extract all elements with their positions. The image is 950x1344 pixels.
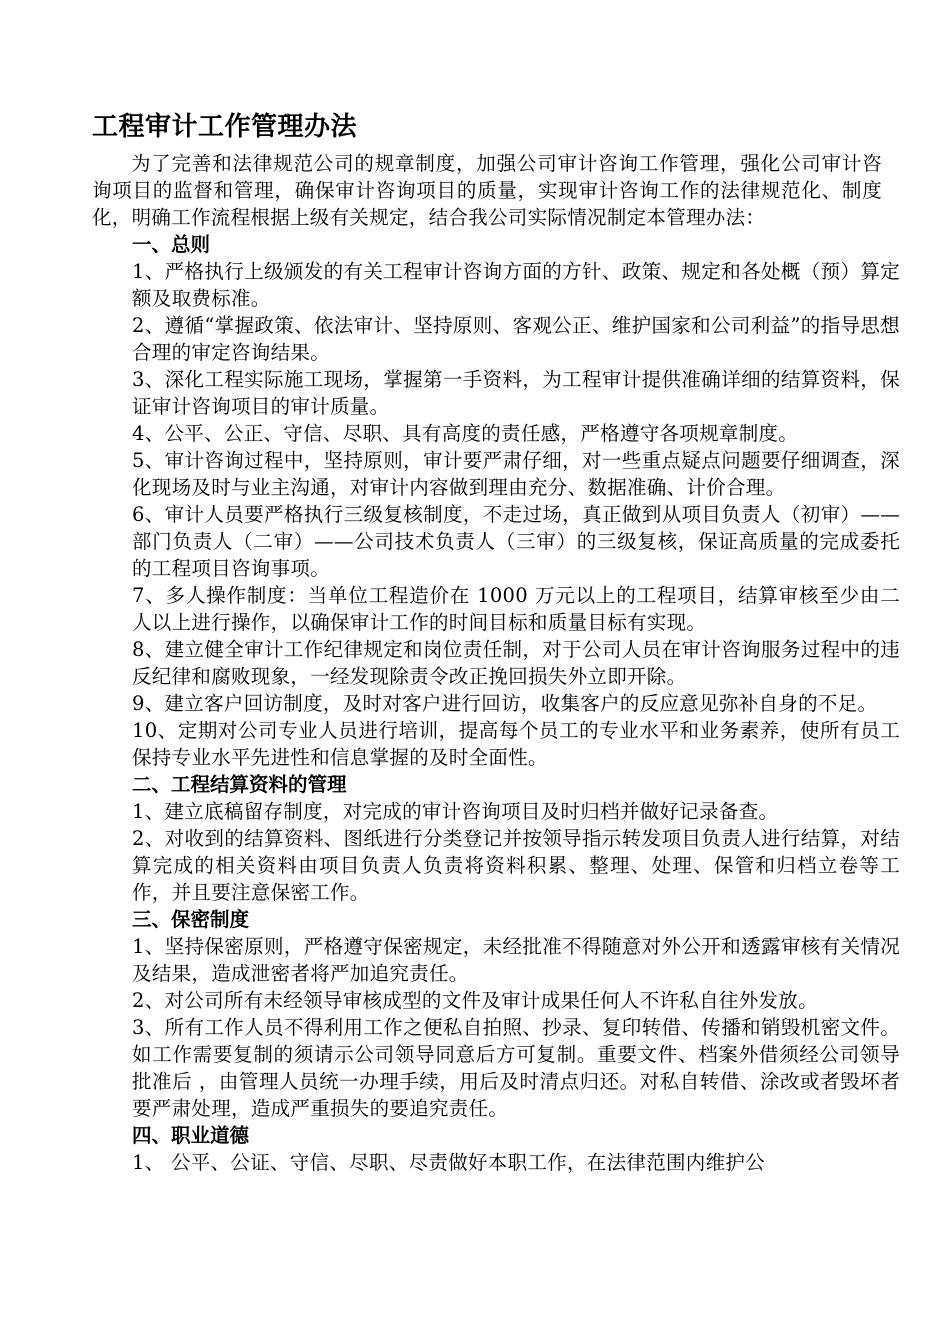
section-heading: 二、工程结算资料的管理 <box>132 773 347 796</box>
list-item: 1、坚持保密原则，严格遵守保密规定，未经批准不得随意对外公开和透露审核有关情况及结果，造成泄密者将严加追究责任。 <box>132 935 900 985</box>
list-item: 1、 公平、公证、守信、尽职、尽责做好本职工作，在法律范围内维护公 <box>132 1151 766 1174</box>
list-item: 3、深化工程实际施工现场，掌握第一手资料，为工程审计提供准确详细的结算资料，保证审计咨询项目的审计质量。 <box>132 368 900 418</box>
list-item: 10、定期对公司专业人员进行培训，提高每个员工的专业水平和业务素养，使所有员工保持专业水平先进性和信息掌握的及时全面性。 <box>132 719 900 769</box>
document-title: 工程审计工作管理办法 <box>92 112 358 142</box>
section-general <box>132 231 900 771</box>
list-item: 9、建立客户回访制度，及时对客户进行回访，收集客户的反应意见弥补自身的不足。 <box>132 692 878 715</box>
section-professional-ethics <box>132 1122 900 1176</box>
list-item: 5、审计咨询过程中，坚持原则，审计要严肃仔细，对一些重点疑点问题要仔细调查，深化现场及时与业主沟通，对审计内容做到理由充分、数据准确、计价合理。 <box>132 449 900 499</box>
list-item: 1、建立底稿留存制度，对完成的审计咨询项目及时归档并做好记录备查。 <box>132 800 779 823</box>
section-heading: 三、保密制度 <box>132 908 250 931</box>
list-item: 2、对收到的结算资料、图纸进行分类登记并按领导指示转发项目负责人进行结算，对结算完成的相关资料由项目负责人负责将资料积累、整理、处理、保管和归档立卷等工作，并且要注意保密工作。 <box>132 827 900 904</box>
list-item: 6、审计人员要严格执行三级复核制度，不走过场，真正做到从项目负责人（初审）——部门负责人（二审）——公司技术负责人（三审）的三级复核，保证高质量的完成委托的工程项目咨询事项。 <box>132 503 900 580</box>
list-item: 3、所有工作人员不得利用工作之便私自拍照、抄录、复印转借、传播和销毁机密文件。如工作需要复制的须请示公司领导同意后方可复制。重要文件、档案外借须经公司领导批准后 ，由管理人员统一办理手续，用后及时清点归还。对私自转借、涂改或者毁坏者要严肃处理，造成严重损失的要追究责任。 <box>132 1016 900 1120</box>
list-item: 8、建立健全审计工作纪律规定和岗位责任制，对于公司人员在审计咨询服务过程中的违反纪律和腐败现象，一经发现除责令改正挽回损失外立即开除。 <box>132 638 900 688</box>
list-item: 1、严格执行上级颁发的有关工程审计咨询方面的方针、政策、规定和各处概（预）算定额及取费标准。 <box>132 260 900 310</box>
list-item: 2、对公司所有未经领导审核成型的文件及审计成果任何人不许私自往外发放。 <box>132 989 818 1012</box>
document-page <box>92 108 900 1176</box>
list-item: 4、公平、公正、守信、尽职、具有高度的责任感，严格遵守各项规章制度。 <box>132 422 799 445</box>
section-settlement-documents <box>132 771 900 906</box>
document-body <box>132 231 900 1176</box>
section-heading: 四、职业道德 <box>132 1124 250 1147</box>
list-item: 7、多人操作制度：当单位工程造价在 1000 万元以上的工程项目，结算审核至少由二人以上进行操作，以确保审计工作的时间目标和质量目标有实现。 <box>132 584 900 634</box>
section-heading: 一、总则 <box>132 233 211 256</box>
intro-paragraph: 为了完善和法律规范公司的规章制度，加强公司审计咨询工作管理，强化公司审计咨询项目的监督和管理，确保审计咨询项目的质量，实现审计咨询工作的法律规范化、制度化，明确工作流程根据上级有关规定，结合我公司实际情况制定本管理办法： <box>92 152 882 229</box>
section-confidentiality <box>132 906 900 1122</box>
list-item: 2、遵循“掌握政策、依法审计、坚持原则、客观公正、维护国家和公司利益”的指导思想合理的审定咨询结果。 <box>132 314 900 364</box>
